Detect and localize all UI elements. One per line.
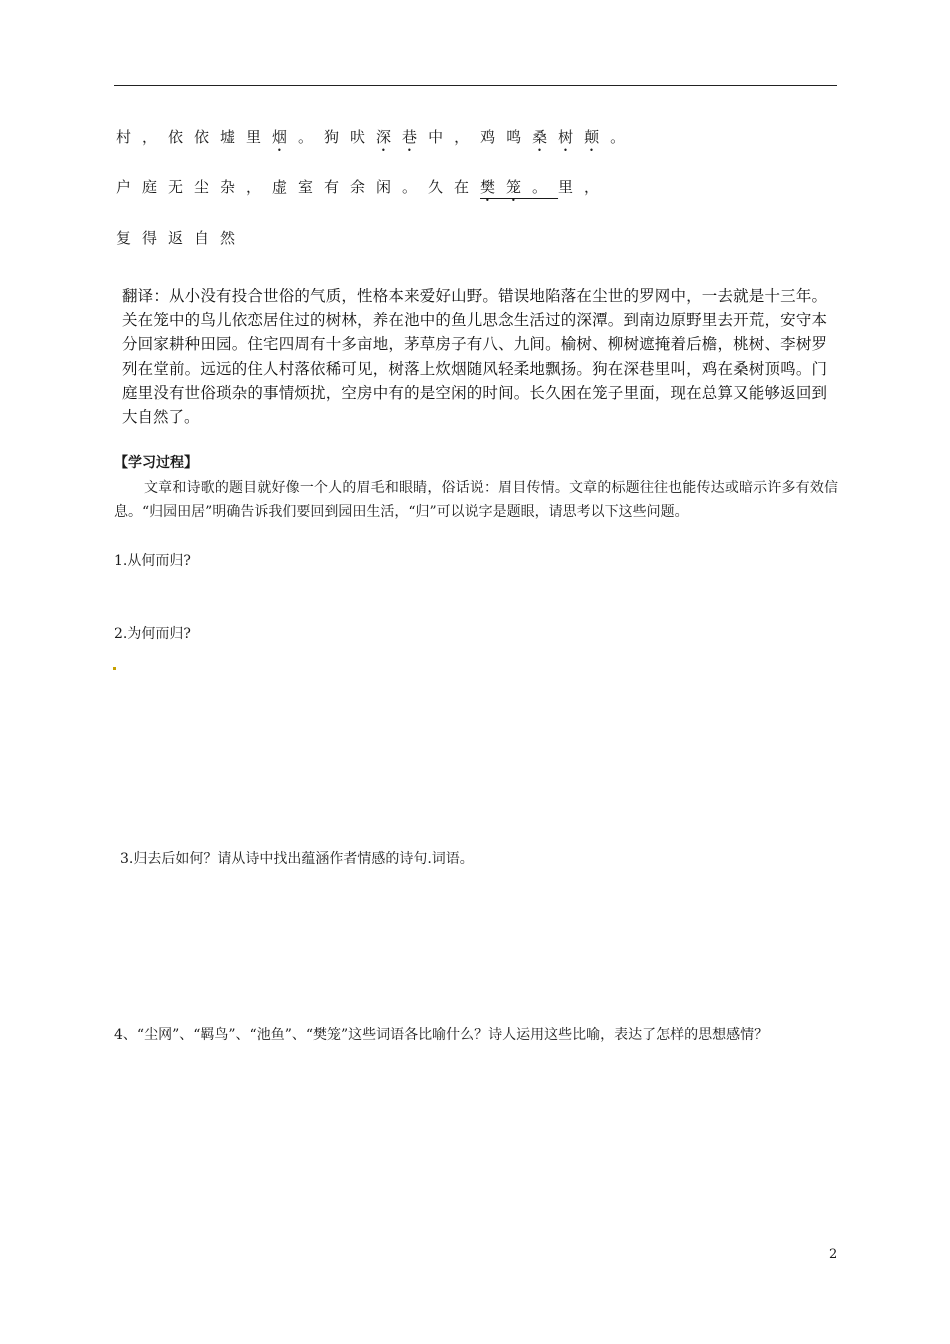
poem-emphasis: ， bbox=[454, 128, 481, 146]
poem-emphasis: 桑树颠 bbox=[532, 128, 611, 146]
poem-text: 里， bbox=[558, 178, 611, 196]
poem-emphasis: 烟 bbox=[272, 128, 299, 146]
translation-paragraph: 翻译：从小没有投合世俗的气质，性格本来爱好山野。错误地陷落在尘世的罗网中，一去就是十三年。关在笼中的鸟儿依恋居住过的树林，养在池中的鱼儿思念生活过的深潭。到南边原野里去开荒，安守本分回家耕种田园。住宅四周有十多亩地，茅草房子有八、九间。榆树、柳树遮掩着后檐，桃树、李树罗列在堂前。远远的住人村落依稀可见，树落上炊烟随风轻柔地飘扬。狗在深巷里叫，鸡在桑树顶鸣。门庭里没有世俗琐杂的事情烦扰，空房中有的是空闲的时间。长久困在笼子里面，现在总算又能够返回到大自然了。 bbox=[122, 287, 827, 427]
question-3: 3.归去后如何？请从诗中找出蕴涵作者情感的诗句.词语。 bbox=[120, 851, 474, 867]
poem-text: 户庭无尘杂，虚室有余闲。久在 bbox=[116, 178, 481, 196]
section-title: 【学习过程】 bbox=[114, 455, 198, 471]
poem-emphasis: 樊笼 bbox=[480, 178, 533, 196]
intro-paragraph: 文章和诗歌的题目就好像一个人的眉毛和眼睛，俗话说：眉目传情。文章的标题往往也能传达或暗示许多有效信息。“归园田居”明确告诉我们要回到园田生活，“归”可以说字是题眼，请思考以下这些问题。 bbox=[114, 480, 838, 520]
poem-underlined: 。 bbox=[532, 178, 559, 196]
page-number: 2 bbox=[829, 1247, 838, 1262]
poem-line-3: 复得返自然 bbox=[116, 229, 247, 247]
question-2: 2.为何而归? bbox=[114, 626, 191, 642]
poem-line-1 bbox=[116, 126, 636, 155]
poem-text: 。狗吠 bbox=[298, 128, 377, 146]
poem-line-2 bbox=[116, 176, 610, 205]
question-4: 4、“尘网”、“羁鸟”、“池鱼”、“樊笼”这些词语各比喻什么？诗人运用这些比喻，表达了怎样的思想感情？ bbox=[114, 1027, 769, 1043]
poem-text: 鸡鸣 bbox=[480, 128, 533, 146]
poem-text: 。 bbox=[610, 128, 637, 146]
poem-text: 中 bbox=[428, 128, 455, 146]
stray-mark bbox=[113, 667, 116, 670]
question-1: 1.从何而归? bbox=[114, 553, 191, 569]
header-rule bbox=[114, 85, 837, 86]
poem-text: 村，依依墟里 bbox=[116, 128, 273, 146]
poem-emphasis: 深巷 bbox=[376, 128, 429, 146]
